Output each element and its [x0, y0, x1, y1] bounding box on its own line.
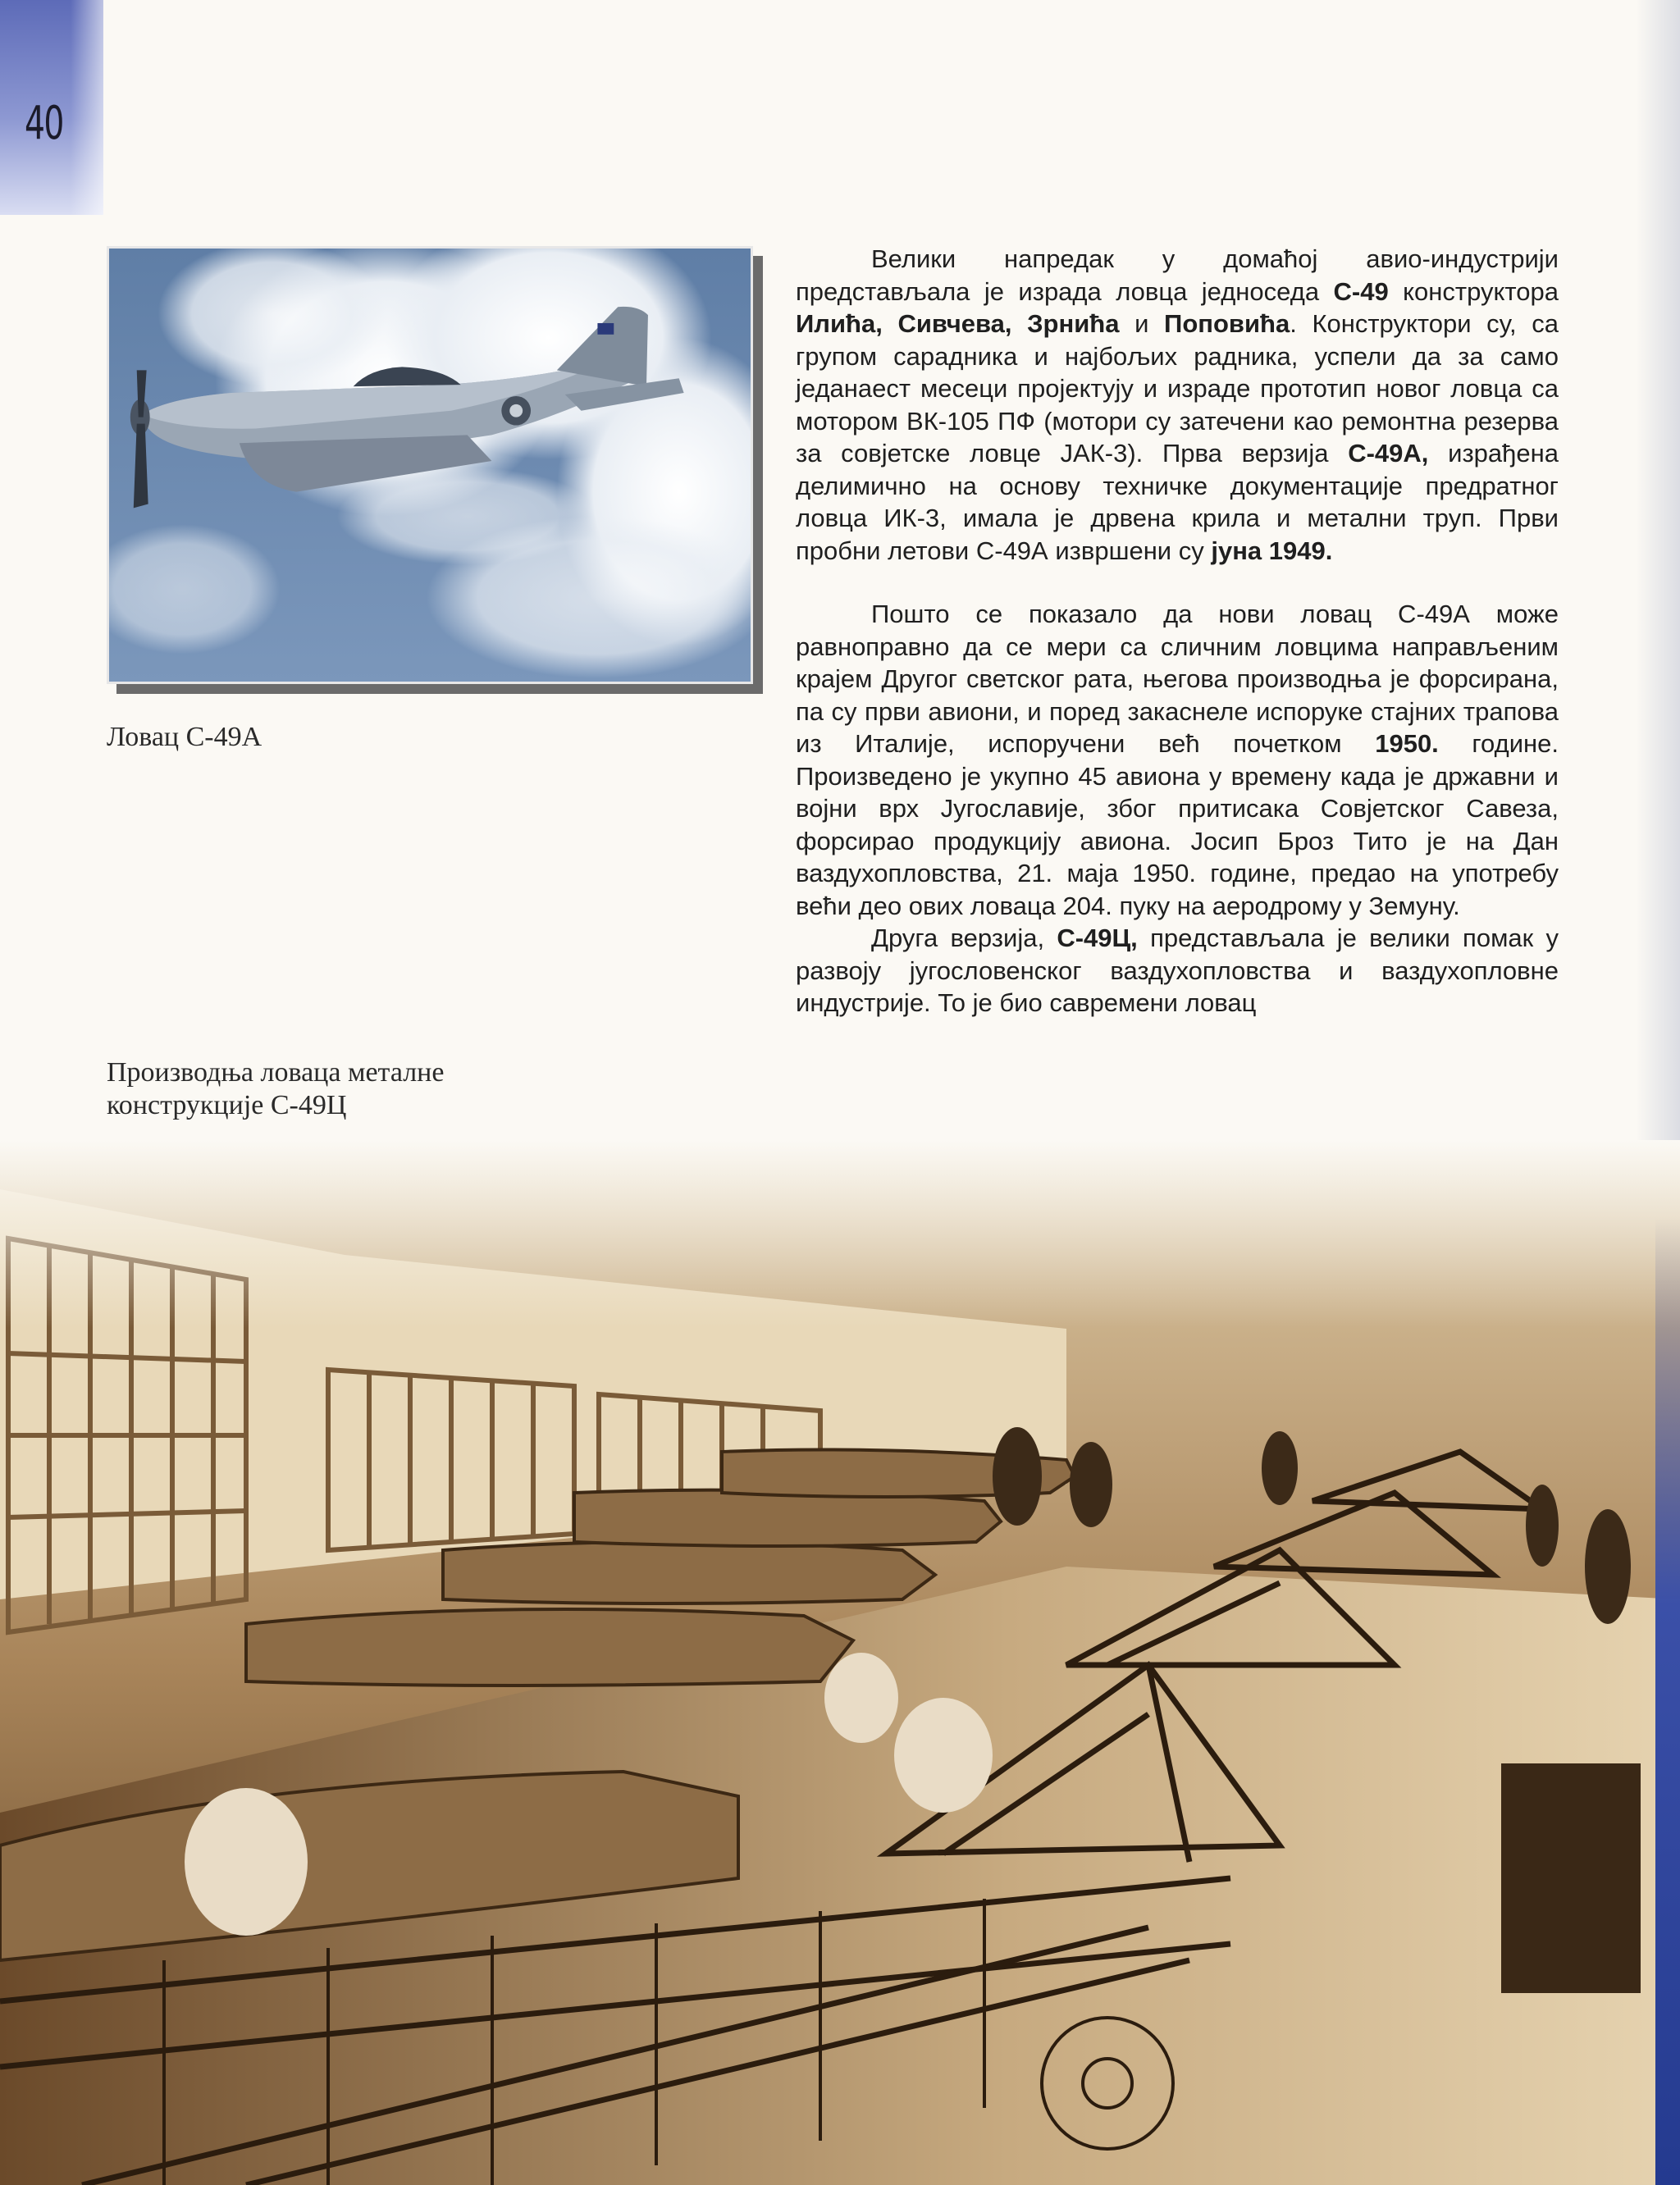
- page-edge-accent: [1655, 1217, 1680, 2185]
- article-text: [796, 243, 1559, 1020]
- production-caption-line-2: конструкције С-49Ц: [107, 1090, 347, 1120]
- article-paragraph-1: Велики напредак у домаћој авио-индустрији представљала је израда ловца једноседа С-49 конструктора Илића, Сивчева, Зрнића и Поповића. Конструктори су, са групом сарадника и најбољих радника, успели да за само једанаест месеци пројектују и израде прототип новог ловца са мотором ВК-105 ПФ (мотори су затечени као ремонтна резерва за совјетске ловце ЈАК-3). Прва верзија С-49А, израђена делимично на основу техничке документације предратног ловца ИК-3, имала је дрвена крила и метални труп. Први пробни летови С-49А извршени су јуна 1949.: [796, 244, 1559, 565]
- bold-term: Илића, Сивчева, Зрнића: [796, 309, 1120, 338]
- fighter-caption: Ловац С-49А: [107, 722, 262, 752]
- factory-production-photo: [0, 1140, 1680, 2185]
- article-paragraph-2: Пошто се показало да нови ловац С-49А може равноправно да се мери са сличним ловцима направљеним крајем Другог светског рата, његова производња је форсирана, па су први авиони, и поред закаснеле испоруке стајних трапова из Италије, испоручени већ почетком 1950. године. Произведено је укупно 45 авиона у времену када је државни и војни врх Југославије, због притисака Совјетског Савеза, форсирао продукцију авиона. Јосип Броз Тито је на Дан ваздухопловства, 21. маја 1950. године, предао на употребу већи део ових ловаца 204. пуку на аеродрому у Земуну.: [796, 600, 1559, 920]
- bold-term: С-49А,: [1348, 439, 1429, 468]
- production-caption-line-1: Производња ловаца металне: [107, 1057, 445, 1088]
- bold-term: 1950.: [1375, 729, 1439, 758]
- production-caption: [107, 1056, 566, 1122]
- bold-term: С-49: [1333, 276, 1389, 306]
- bold-term: Поповића: [1164, 309, 1290, 338]
- fighter-photo: [107, 246, 753, 684]
- bold-term: јуна 1949.: [1211, 536, 1333, 565]
- article-paragraph-3: Друга верзија, С-49Ц, представљала је велики помак у развоју југословенског ваздухопловства и ваздухопловне индустрије. То је био савремени ловац: [796, 924, 1559, 1017]
- page-number: 40: [25, 97, 63, 150]
- bold-term: С-49Ц,: [1057, 924, 1138, 952]
